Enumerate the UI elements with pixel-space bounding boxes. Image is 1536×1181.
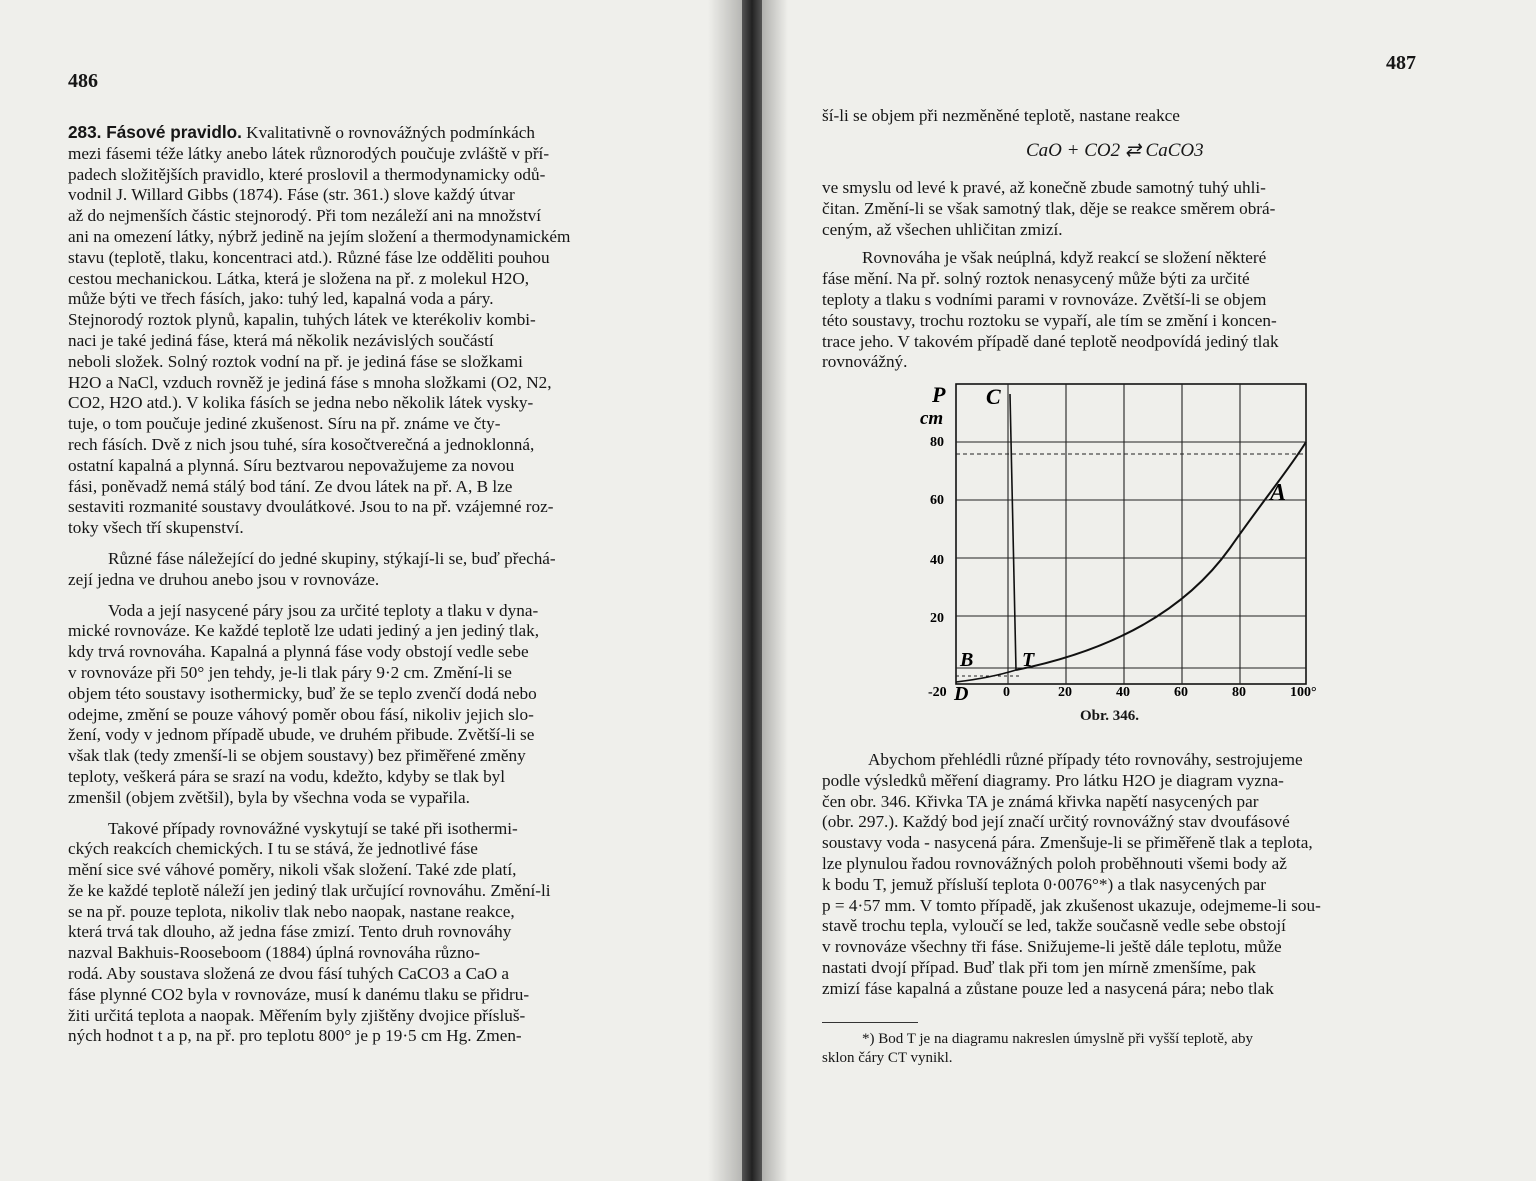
text-line: k bodu T, jemuž přísluší teplota 0·0076°*) a tlak nasycených par xyxy=(822,874,1266,894)
x-tick-label: 80 xyxy=(1232,685,1246,700)
y-axis-label-p: P xyxy=(932,382,946,407)
x-tick-label: 0 xyxy=(1003,685,1010,700)
x-tick-label: 40 xyxy=(1116,685,1130,700)
text-line: teploty, veškerá pára se srazí na vodu, kdežto, kdyby se tlak byl xyxy=(68,766,506,786)
text-line: že ke každé teplotě náleží jen jediný tlak určující rovnováhu. Změní-li xyxy=(68,880,551,900)
paragraph-isothermic xyxy=(68,819,672,1048)
text-line: čen obr. 346. Křivka TA je známá křivka napětí nasycených par xyxy=(822,791,1259,811)
text-line: čitan. Změní-li se však samotný tlak, děje se reakce směrem obrá- xyxy=(822,198,1276,218)
text-line: Různé fáse náležející do jedné skupiny, stýkají-li se, buď přechá- xyxy=(108,548,556,568)
text-line: nazval Bakhuis-Rooseboom (1884) úplná rovnováha různo- xyxy=(68,943,480,963)
text-line: mické rovnováze. Ke každé teplotě lze udati jediný a jen jediný tlak, xyxy=(68,621,540,641)
footnote-rule xyxy=(822,1022,918,1023)
text-line: odejme, změní se pouze váhový poměr obou fásí, nikoliv jejich slo- xyxy=(68,704,534,724)
curve-ta xyxy=(1016,442,1306,670)
paragraph-incomplete-equilibrium xyxy=(822,248,1422,373)
text-line: této soustavy, trochu roztoku se vypaří, ale tím se změní i koncen- xyxy=(822,310,1277,330)
text-line: fáse plynné CO2 byla v rovnováze, musí k danému tlaku se přidru- xyxy=(68,984,530,1004)
phase-diagram-figure xyxy=(900,378,1340,708)
text-line: může býti ve třech fásích, jako: tuhý led, kapalná voda a páry. xyxy=(68,289,494,309)
section-title: 283. Fásové pravidlo. xyxy=(68,122,242,142)
paragraph-diagram-description xyxy=(822,750,1422,1000)
text-line: žiti určitá teplota a naopak. Měřením byly zjištěny dvojice přísluš- xyxy=(68,1005,526,1025)
x-tick-label: 20 xyxy=(1058,685,1072,700)
text-line: mezi fásemi téže látky anebo látek různorodých poučuje zvláště v pří- xyxy=(68,143,550,163)
text-line: žení, vody v jednom případě ubude, ve druhém přibude. Zvětší-li se xyxy=(68,725,535,745)
footnote xyxy=(822,1030,1422,1068)
text-line: nastati dvojí případ. Buď tlak při tom jen mírně zmenšíme, pak xyxy=(822,957,1257,977)
label-t: T xyxy=(1022,649,1035,671)
book-spine xyxy=(742,0,762,1181)
text-line: fáse mění. Na př. solný roztok nenasycený může býti za určité xyxy=(822,269,1250,289)
text-line: lze plynulou řadou rovnovážných poloh proběhnouti všemi body až xyxy=(822,853,1287,873)
text-line: cestou mechanickou. Látka, která je složena na př. z molekul H2O, xyxy=(68,268,530,288)
text-line: ve smyslu od levé k pravé, až konečně zbude samotný tuhý uhli- xyxy=(822,178,1266,197)
text-line: ostatní kapalná a plynná. Síru beztvarou nepovažujeme za novou xyxy=(68,455,515,475)
text-line: trace jeho. V takovém případě dané teplotě neodpovídá jediný tlak xyxy=(822,331,1279,351)
text-line: až do nejmenších částic stejnorodý. Při tom nezáleží ani na množství xyxy=(68,206,541,226)
vertical-grid-lines xyxy=(1008,384,1240,684)
text-line: Rovnováha je však neúplná, když reakcí se složení některé xyxy=(862,248,1267,268)
text-line: zmenšil (objem zvětšil), byla by všechna voda se vypařila. xyxy=(68,787,470,807)
right-page-number: 487 xyxy=(1386,52,1416,74)
right-page-body-top xyxy=(822,178,1422,383)
y-tick-label: 20 xyxy=(930,611,944,626)
text-line: neboli složek. Solný roztok vodní na př. je jediná fáse se složkami xyxy=(68,351,523,371)
text-line: padech složitějších pravidlo, které proslovil a thermodynamicky odů- xyxy=(68,164,546,184)
text-line: rech fásích. Dvě z nich jsou tuhé, síra kosočtverečná a jednoklonná, xyxy=(68,434,535,454)
text-line: naci je také jediná fáse, která má několik nezávislých součástí xyxy=(68,330,494,350)
text-line: toky všech tří skupenství. xyxy=(68,518,244,538)
text-line: tuje, o tom poučuje jediné zkušenost. Síru na př. známe ve čty- xyxy=(68,414,501,434)
text-line: CO2, H2O atd.). V kolika fásích se jedna nebo několik látek vysky- xyxy=(68,393,534,413)
text-line: rodá. Aby soustava složená ze dvou fásí tuhých CaCO3 a CaO a xyxy=(68,964,510,984)
y-tick-label: 60 xyxy=(930,493,944,508)
text-line: ší-li se objem při nezměněné teplotě, nastane reakce xyxy=(822,106,1180,125)
right-page-top-line xyxy=(822,106,1422,127)
text-line: ceným, až všechen uhličitan zmizí. xyxy=(822,219,1063,239)
label-a: A xyxy=(1270,480,1287,506)
text-line: podle výsledků měření diagramy. Pro látku H2O je diagram vyzna- xyxy=(822,770,1284,790)
reaction-equation: CaO + CO2 ⇄ CaCO3 xyxy=(1026,140,1204,161)
text-line: vodnil J. Willard Gibbs (1874). Fáse (str. 361.) slove každý útvar xyxy=(68,185,515,205)
right-page-body-bottom xyxy=(822,750,1422,1010)
text-line: zmizí fáse kapalná a zůstane pouze led a nasycená pára; nebo tlak xyxy=(822,978,1274,998)
paragraph-water-vapor xyxy=(68,601,672,809)
x-tick-label: 100° xyxy=(1290,685,1317,700)
text-line: Takové případy rovnovážné vyskytují se také při isothermi- xyxy=(108,818,518,838)
text-line: stavu (teplotě, tlaku, koncentraci atd.). Různé fáse lze odděliti pouhou xyxy=(68,247,550,267)
text-line: H2O a NaCl, vzduch rovněž je jediná fáse s mnoha složkami (O2, N2, xyxy=(68,372,552,392)
label-b: B xyxy=(960,649,974,671)
text-line: ani na omezení látky, nýbrž jedině na jejím složení a thermodynamickém xyxy=(68,226,571,246)
x-tick-label: -20 xyxy=(928,685,947,700)
text-line: rovnovážný. xyxy=(822,352,908,372)
text-line: v rovnováze při 50° jen tehdy, je-li tlak páry 9·2 cm. Změní-li se xyxy=(68,662,512,682)
left-page-body xyxy=(68,122,672,1057)
text-line: fási, poněvadž nemá stálý bod tání. Ze dvou látek na př. A, B lze xyxy=(68,476,513,496)
curve-ct xyxy=(1010,394,1016,670)
text-line: Stejnorodý roztok plynů, kapalin, tuhých látek ve kterékoliv kombi- xyxy=(68,310,536,330)
text-line: objem této soustavy isothermicky, buď že se teplo zvenčí dodá nebo xyxy=(68,683,537,703)
text-line: Abychom přehlédli různé případy této rovnováhy, sestrojujeme xyxy=(868,750,1303,769)
label-d: D xyxy=(954,683,969,705)
y-tick-label: 40 xyxy=(930,553,944,568)
paragraph-reaction xyxy=(822,178,1422,240)
gutter-shadow-right xyxy=(758,0,788,1181)
x-tick-label: 60 xyxy=(1174,685,1188,700)
paragraph-phases xyxy=(68,549,672,591)
text-line: však tlak (tedy zmenší-li se objem soustavy) bez přiměřené změny xyxy=(68,746,526,766)
y-axis-label-cm: cm xyxy=(920,408,944,429)
paragraph-fasove-pravidlo xyxy=(68,122,672,539)
text-line: ckých reakcích chemických. I tu se stává, že jednotlivé fáse xyxy=(68,839,478,859)
text-line: sestaviti rozmanité soustavy dvoulátkové. Jsou to na př. vzájemné roz- xyxy=(68,497,554,517)
text-line: ných hodnot t a p, na př. pro teplotu 800° je p 19·5 cm Hg. Zmen- xyxy=(68,1026,522,1046)
text-line: (obr. 297.). Každý bod její značí určitý rovnovážný stav dvoufásové xyxy=(822,812,1290,832)
left-page-number: 486 xyxy=(68,70,98,92)
text-line: stavě trochu tepla, vyloučí se led, takže současně vedle sebe obstojí xyxy=(822,916,1286,936)
text-line: Voda a její nasycené páry jsou za určité teploty a tlaku v dyna- xyxy=(108,600,539,620)
label-c: C xyxy=(986,384,1001,409)
text-line: Kvalitativně o rovnovážných podmínkách xyxy=(241,123,535,142)
text-line: která trvá tak dlouho, až jedna fáse zmizí. Tento druh rovnováhy xyxy=(68,922,512,942)
text-line: mění sice své váhové poměry, nikoli však složení. Také zde platí, xyxy=(68,860,517,880)
figure-caption: Obr. 346. xyxy=(1080,708,1140,724)
footnote-line: sklon čáry CT vynikl. xyxy=(822,1050,953,1066)
text-line: zejí jedna ve druhou anebo jsou v rovnováze. xyxy=(68,569,380,589)
text-line: teploty a tlaku s vodními parami v rovnováze. Zvětší-li se objem xyxy=(822,289,1267,309)
text-line: kdy trvá rovnováha. Kapalná a plynná fáse vody obstojí vedle sebe xyxy=(68,642,529,662)
footnote-line: *) Bod T je na diagramu nakreslen úmyslně při vyšší teplotě, aby xyxy=(862,1031,1254,1047)
text-line: se na př. pouze teplota, nikoliv tlak nebo naopak, nastane reakce, xyxy=(68,901,515,921)
text-line: soustavy voda - nasycená pára. Zmenšuje-li se přiměřeně tlak a teplota, xyxy=(822,833,1313,853)
y-tick-label: 80 xyxy=(930,435,944,450)
text-line: v rovnováze všechny tři fáse. Snižujeme-li ještě dále teplotu, může xyxy=(822,937,1282,957)
text-line: p = 4·57 mm. V tomto případě, jak zkušenost ukazuje, odejmeme-li sou- xyxy=(822,895,1321,915)
